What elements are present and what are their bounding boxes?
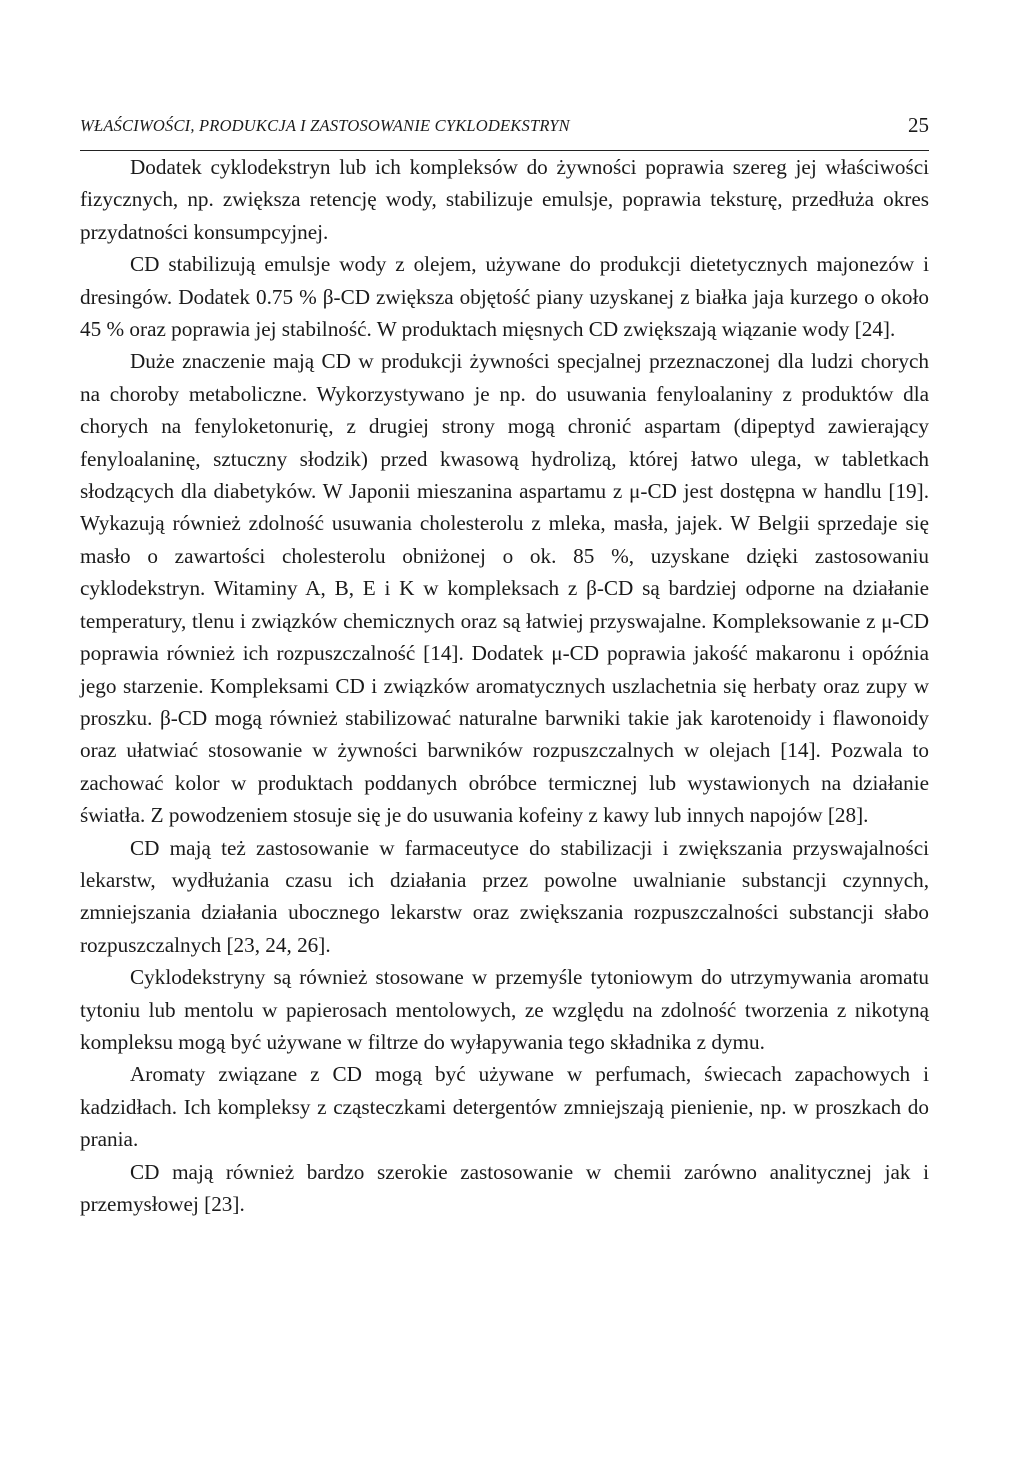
- paragraph-emulsions: CD stabilizują emulsje wody z olejem, używane do produkcji dietetycznych majonezów i dresingów. Dodatek 0.75 % β-CD zwiększa objętość piany uzyskanej z białka jaja kurzego o około 45 % oraz poprawia jej stabilność. W produktach mięsnych CD zwiększają wiązanie wody [24].: [80, 252, 929, 342]
- page-number: 25: [908, 113, 929, 137]
- running-header: [80, 113, 929, 151]
- paragraph-tobacco-industry: Cyklodekstryny są również stosowane w przemyśle tytoniowym do utrzymywania aromatu tytoniu lub mentolu w papierosach mentolowych, ze względu na zdolność tworzenia z nikotyną kompleksu mogą być używane w filtrze do wyłapywania tego składnika z dymu.: [80, 965, 929, 1054]
- paragraph-chemistry: CD mają również bardzo szerokie zastosowanie w chemii zarówno analitycznej jak i przemysłowej [23].: [80, 1159, 929, 1216]
- paragraph-pharmaceutics: CD mają też zastosowanie w farmaceutyce do stabilizacji i zwiększania przyswajalności lekarstw, wydłużania czasu ich działania przez powolne uwalnianie substancji czynnych, zmniejszania działania ubocznego lekarstw oraz zwiększania rozpuszczalności substancji słabo rozpuszczalnych [23, 24, 26].: [80, 835, 929, 957]
- running-title: WŁAŚCIWOŚCI, PRODUKCJA I ZASTOSOWANIE CYKLODEKSTRYN: [80, 116, 570, 135]
- body-text: [80, 151, 929, 1220]
- paragraph-food-properties: Dodatek cyklodekstryn lub ich kompleksów do żywności poprawia szereg jej właściwości fizycznych, np. zwiększa retencję wody, stabilizuje emulsje, poprawia teksturę, przedłuża okres przydatności konsumpcyjnej.: [80, 155, 929, 244]
- paragraph-aromas: Aromaty związane z CD mogą być używane w perfumach, świecach zapachowych i kadzidłach. Ich kompleksy z cząsteczkami detergentów zmniejszają pienienie, np. w proszkach do prania.: [80, 1062, 929, 1152]
- paragraph-special-food: Duże znaczenie mają CD w produkcji żywności specjalnej przeznaczonej dla ludzi chorych na choroby metaboliczne. Wykorzystywano je np. do usuwania fenyloalaniny z produktów dla chorych na fenyloketonurię, z drugiej strony mogą chronić aspartam (dipeptyd zawierający fenyloalaninę, sztuczny słodzik) przed kwasową hydrolizą, której łatwo ulega, w tabletkach słodzących dla diabetyków. W Japonii mieszanina aspartamu z μ-CD jest dostępna w handlu [19]. Wykazują również zdolność usuwania cholesterolu z mleka, masła, jajek. W Belgii sprzedaje się masło o zawartości cholesterolu obniżonej o ok. 85 %, uzyskane dzięki zastosowaniu cyklodekstryn. Witaminy A, B, E i K w kompleksach z β-CD są bardziej odporne na działanie temperatury, tlenu i związków chemicznych oraz są łatwiej przyswajalne. Kompleksowanie z μ-CD poprawia również ich rozpuszczalność [14]. Dodatek μ-CD poprawia jakość makaronu i opóźnia jego starzenie. Kompleksami CD i związków aromatycznych uszlachetnia się herbaty oraz zupy w proszku. β-CD mogą również stabilizować naturalne barwniki takie jak karotenoidy i flawonoidy oraz ułatwiać stosowanie w żywności barwników rozpuszczalnych w olejach [14]. Pozwala to zachować kolor w produktach poddanych obróbce termicznej lub wystawionych na działanie światła. Z powodzeniem stosuje się je do usuwania kofeiny z kawy lub innych napojów [28].: [80, 349, 929, 828]
